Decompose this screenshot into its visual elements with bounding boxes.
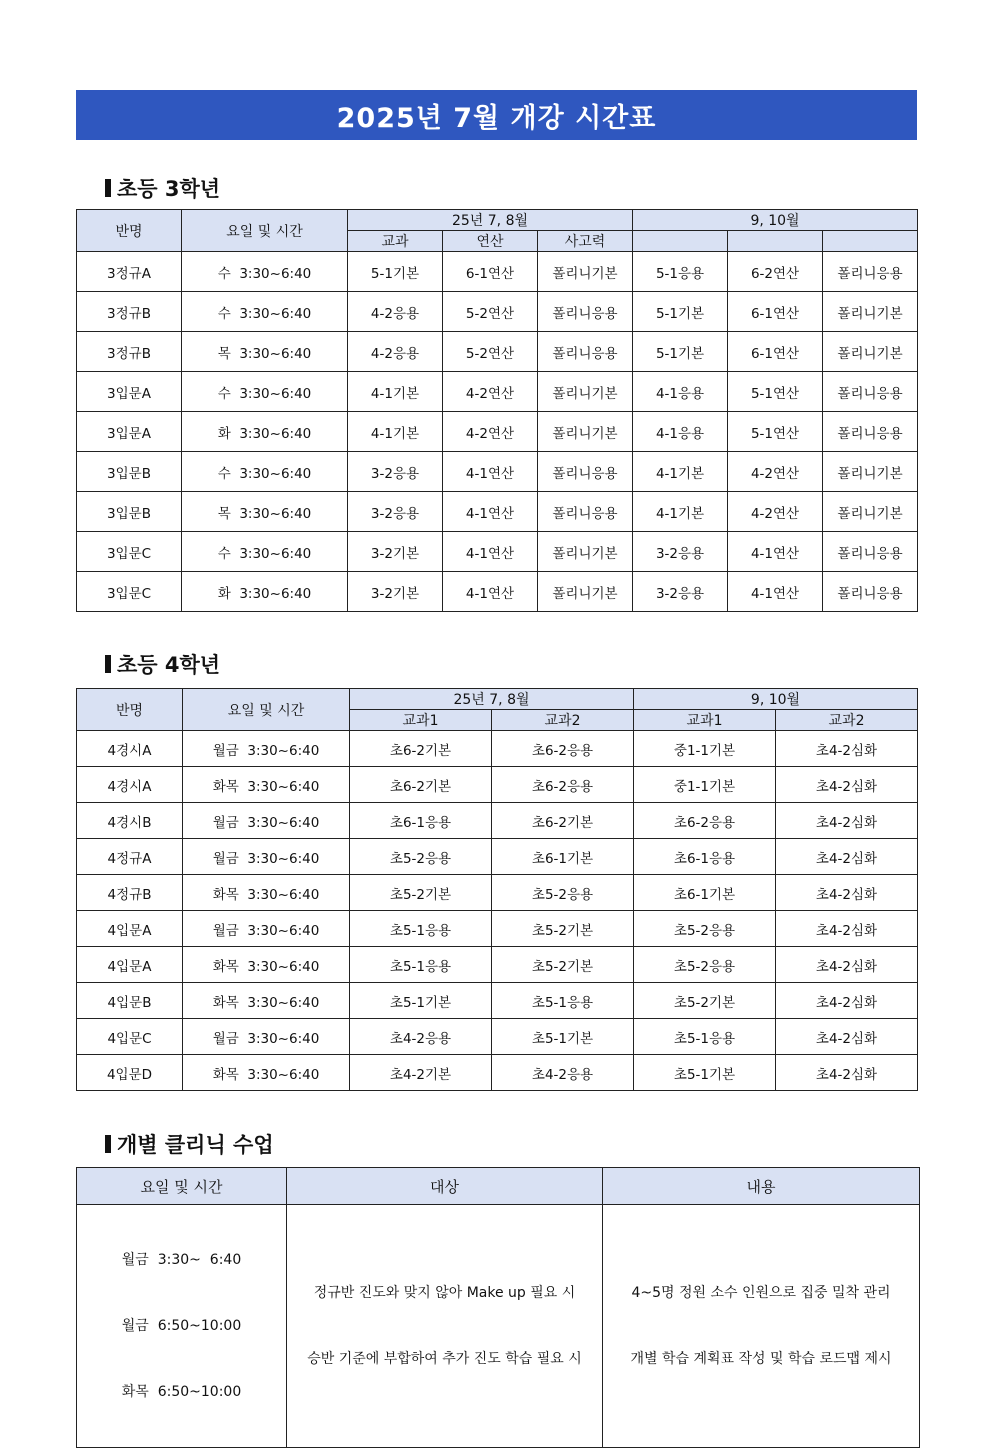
table-cell: 초4-2심화 [776, 839, 918, 875]
table-cell: 3-2응용 [633, 572, 728, 612]
table-cell: 초5-2기본 [634, 983, 776, 1019]
table-cell: 4-2연산 [443, 412, 538, 452]
table-cell: 폴리니기본 [823, 332, 918, 372]
table-cell: 화 3:30~6:40 [182, 412, 348, 452]
table-cell: 3입문A [77, 372, 182, 412]
table-cell: 4-1기본 [348, 372, 443, 412]
table-row [77, 803, 918, 839]
table-cell: 폴리니응용 [823, 572, 918, 612]
table-row [77, 292, 918, 332]
table-cell: 화목 3:30~6:40 [183, 1055, 350, 1091]
table-cell: 4-1응용 [633, 412, 728, 452]
table-cell: 6-1연산 [728, 332, 823, 372]
table-cell: 초4-2심화 [776, 911, 918, 947]
section-heading-grade4 [105, 649, 220, 679]
table-cell: 초5-2기본 [492, 911, 634, 947]
table-cell: 월금 3:30~6:40 [183, 803, 350, 839]
table-cell: 초6-1기본 [634, 875, 776, 911]
table-cell: 초4-2심화 [776, 947, 918, 983]
table-cell: 화목 3:30~6:40 [183, 767, 350, 803]
table-cell: 4-2연산 [728, 452, 823, 492]
table-cell: 초5-2기본 [350, 875, 492, 911]
clinic-target: 승반 기준에 부합하여 추가 진도 학습 필요 시 [307, 1351, 582, 1367]
table-cell: 초5-2응용 [634, 947, 776, 983]
table-cell: 초5-1기본 [492, 1019, 634, 1055]
table-row [77, 875, 918, 911]
table-cell: 3정규A [77, 252, 182, 292]
table-row [77, 767, 918, 803]
header-subject [823, 231, 918, 252]
table-cell: 초4-2심화 [776, 803, 918, 839]
table-cell: 4-1기본 [633, 452, 728, 492]
table-cell: 초5-1기본 [350, 983, 492, 1019]
table-cell: 4-1기본 [633, 492, 728, 532]
table-cell: 초5-1응용 [634, 1019, 776, 1055]
table-cell: 4입문B [77, 983, 183, 1019]
table-cell: 중1-1기본 [634, 731, 776, 767]
table-cell: 목 3:30~6:40 [182, 332, 348, 372]
table-cell: 3-2응용 [633, 532, 728, 572]
header-period-2: 9, 10월 [633, 210, 918, 231]
table-row [77, 492, 918, 532]
table-cell: 초4-2심화 [776, 767, 918, 803]
table-cell: 초4-2심화 [776, 1019, 918, 1055]
clinic-content: 4~5명 정원 소수 인원으로 집중 밀착 관리 [631, 1285, 891, 1301]
table-row [77, 911, 918, 947]
table-cell: 폴리니기본 [823, 492, 918, 532]
timetable-grade4-body [77, 731, 918, 1091]
timetable-grade3-body [77, 252, 918, 612]
table-cell: 초4-2심화 [776, 875, 918, 911]
page-title: 2025년 7월 개강 시간표 [76, 90, 917, 140]
table-cell: 5-2연산 [443, 332, 538, 372]
table-cell: 화목 3:30~6:40 [183, 875, 350, 911]
clinic-times-cell [77, 1205, 287, 1448]
section-heading-clinic [105, 1129, 274, 1159]
table-cell: 초6-1기본 [492, 839, 634, 875]
table-cell: 3-2응용 [348, 492, 443, 532]
table-cell: 폴리니기본 [823, 292, 918, 332]
table-cell: 5-1기본 [633, 292, 728, 332]
table-cell: 4-1연산 [443, 492, 538, 532]
table-cell: 초5-2응용 [492, 875, 634, 911]
header-subject: 교과 [348, 231, 443, 252]
table-cell: 3정규B [77, 332, 182, 372]
table-row [77, 572, 918, 612]
table-cell: 4-2응용 [348, 292, 443, 332]
bullet-mark [105, 179, 111, 197]
table-cell: 폴리니응용 [538, 492, 633, 532]
table-row [77, 1055, 918, 1091]
table-cell: 3-2기본 [348, 532, 443, 572]
table-cell: 5-1연산 [728, 412, 823, 452]
table-cell: 화목 3:30~6:40 [183, 983, 350, 1019]
table-cell: 목 3:30~6:40 [182, 492, 348, 532]
table-cell: 초5-1응용 [350, 911, 492, 947]
section-heading-text: 초등 3학년 [117, 177, 221, 201]
header-class: 반명 [77, 689, 183, 731]
table-cell: 초5-2응용 [634, 911, 776, 947]
clinic-time: 월금 6:50~10:00 [121, 1318, 242, 1334]
table-cell: 월금 3:30~6:40 [183, 911, 350, 947]
header-period-1: 25년 7, 8월 [350, 689, 634, 710]
header-content: 내용 [603, 1168, 920, 1205]
table-cell: 6-2연산 [728, 252, 823, 292]
table-cell: 3-2기본 [348, 572, 443, 612]
timetable-grade3 [76, 209, 918, 612]
table-cell: 수 3:30~6:40 [182, 252, 348, 292]
table-row [77, 332, 918, 372]
header-period-1: 25년 7, 8월 [348, 210, 633, 231]
table-cell: 초6-2응용 [634, 803, 776, 839]
table-cell: 3입문A [77, 412, 182, 452]
table-cell: 초6-1응용 [350, 803, 492, 839]
header-time: 요일 및 시간 [183, 689, 350, 731]
table-row [77, 372, 918, 412]
table-cell: 4경시A [77, 731, 183, 767]
table-cell: 5-1연산 [728, 372, 823, 412]
table-cell: 4-1연산 [443, 572, 538, 612]
table-row [77, 983, 918, 1019]
table-cell: 수 3:30~6:40 [182, 372, 348, 412]
table-row [77, 252, 918, 292]
table-cell: 폴리니응용 [538, 452, 633, 492]
header-subject: 교과1 [634, 710, 776, 731]
clinic-content: 개별 학습 계획표 작성 및 학습 로드맵 제시 [630, 1351, 892, 1367]
table-row [77, 839, 918, 875]
table-cell: 수 3:30~6:40 [182, 292, 348, 332]
table-cell: 화목 3:30~6:40 [183, 947, 350, 983]
table-cell: 6-1연산 [443, 252, 538, 292]
table-cell: 폴리니응용 [823, 412, 918, 452]
table-cell: 초5-2기본 [492, 947, 634, 983]
section-heading-text: 초등 4학년 [117, 653, 221, 677]
table-cell: 5-1응용 [633, 252, 728, 292]
table-row [77, 731, 918, 767]
table-cell: 폴리니기본 [538, 532, 633, 572]
table-cell: 수 3:30~6:40 [182, 532, 348, 572]
table-cell: 3-2응용 [348, 452, 443, 492]
table-cell: 초5-1기본 [634, 1055, 776, 1091]
table-cell: 초6-2응용 [492, 767, 634, 803]
table-cell: 폴리니응용 [823, 252, 918, 292]
header-class: 반명 [77, 210, 182, 252]
table-cell: 폴리니응용 [538, 292, 633, 332]
table-cell: 5-1기본 [348, 252, 443, 292]
bullet-mark [105, 655, 111, 673]
header-subject: 사고력 [538, 231, 633, 252]
table-cell: 중1-1기본 [634, 767, 776, 803]
table-cell: 초4-2심화 [776, 1055, 918, 1091]
table-row [77, 452, 918, 492]
table-cell: 4입문A [77, 947, 183, 983]
header-subject: 교과2 [492, 710, 634, 731]
table-cell: 4경시B [77, 803, 183, 839]
header-period-2: 9, 10월 [634, 689, 918, 710]
table-cell: 3입문C [77, 572, 182, 612]
table-cell: 수 3:30~6:40 [182, 452, 348, 492]
header-subject: 교과1 [350, 710, 492, 731]
table-cell: 월금 3:30~6:40 [183, 839, 350, 875]
table-cell: 4-2연산 [728, 492, 823, 532]
table-cell: 초6-2응용 [492, 731, 634, 767]
table-cell: 초4-2응용 [350, 1019, 492, 1055]
table-cell: 4-1연산 [728, 532, 823, 572]
clinic-time: 월금 3:30~ 6:40 [121, 1252, 242, 1268]
table-cell: 초6-2기본 [350, 731, 492, 767]
table-cell: 3입문B [77, 492, 182, 532]
table-cell: 폴리니기본 [823, 452, 918, 492]
table-cell: 초4-2응용 [492, 1055, 634, 1091]
table-cell: 4정규A [77, 839, 183, 875]
section-heading-text: 개별 클리닉 수업 [117, 1133, 274, 1157]
table-cell: 초5-2응용 [350, 839, 492, 875]
table-row [77, 947, 918, 983]
table-cell: 3정규B [77, 292, 182, 332]
table-cell: 월금 3:30~6:40 [183, 731, 350, 767]
table-cell: 5-2연산 [443, 292, 538, 332]
table-cell: 초6-2기본 [492, 803, 634, 839]
table-cell: 폴리니기본 [538, 372, 633, 412]
table-row [77, 412, 918, 452]
header-time: 요일 및 시간 [77, 1168, 287, 1205]
table-cell: 초6-1응용 [634, 839, 776, 875]
table-cell: 4-1연산 [443, 452, 538, 492]
table-cell: 폴리니응용 [823, 372, 918, 412]
header-target: 대상 [287, 1168, 603, 1205]
table-cell: 4입문C [77, 1019, 183, 1055]
clinic-table [76, 1167, 920, 1448]
table-cell: 5-1기본 [633, 332, 728, 372]
table-cell: 4정규B [77, 875, 183, 911]
clinic-target: 정규반 진도와 맞지 않아 Make up 필요 시 [313, 1285, 576, 1301]
clinic-target-cell [287, 1205, 603, 1448]
header-time: 요일 및 시간 [182, 210, 348, 252]
table-cell: 초6-2기본 [350, 767, 492, 803]
header-subject [728, 231, 823, 252]
table-cell: 초4-2심화 [776, 731, 918, 767]
table-cell: 초5-1응용 [492, 983, 634, 1019]
table-cell: 초4-2기본 [350, 1055, 492, 1091]
table-cell: 월금 3:30~6:40 [183, 1019, 350, 1055]
bullet-mark [105, 1135, 111, 1153]
table-row [77, 532, 918, 572]
table-cell: 4-1응용 [633, 372, 728, 412]
table-cell: 폴리니응용 [538, 332, 633, 372]
header-subject: 교과2 [776, 710, 918, 731]
table-cell: 폴리니기본 [538, 412, 633, 452]
table-cell: 4-1연산 [443, 532, 538, 572]
table-row [77, 1019, 918, 1055]
table-cell: 폴리니기본 [538, 252, 633, 292]
table-cell: 화 3:30~6:40 [182, 572, 348, 612]
table-cell: 4-2연산 [443, 372, 538, 412]
table-cell: 6-1연산 [728, 292, 823, 332]
table-cell: 4-1기본 [348, 412, 443, 452]
table-cell: 초5-1응용 [350, 947, 492, 983]
table-cell: 폴리니기본 [538, 572, 633, 612]
header-subject: 연산 [443, 231, 538, 252]
header-subject [633, 231, 728, 252]
table-cell: 초4-2심화 [776, 983, 918, 1019]
table-cell: 4-2응용 [348, 332, 443, 372]
clinic-time: 화목 6:50~10:00 [121, 1384, 242, 1400]
table-cell: 4경시A [77, 767, 183, 803]
table-cell: 3입문C [77, 532, 182, 572]
table-cell: 3입문B [77, 452, 182, 492]
table-cell: 4입문A [77, 911, 183, 947]
table-cell: 4입문D [77, 1055, 183, 1091]
timetable-grade4 [76, 688, 918, 1091]
clinic-content-cell [603, 1205, 920, 1448]
table-cell: 4-1연산 [728, 572, 823, 612]
section-heading-grade3 [105, 173, 220, 203]
table-cell: 폴리니응용 [823, 532, 918, 572]
